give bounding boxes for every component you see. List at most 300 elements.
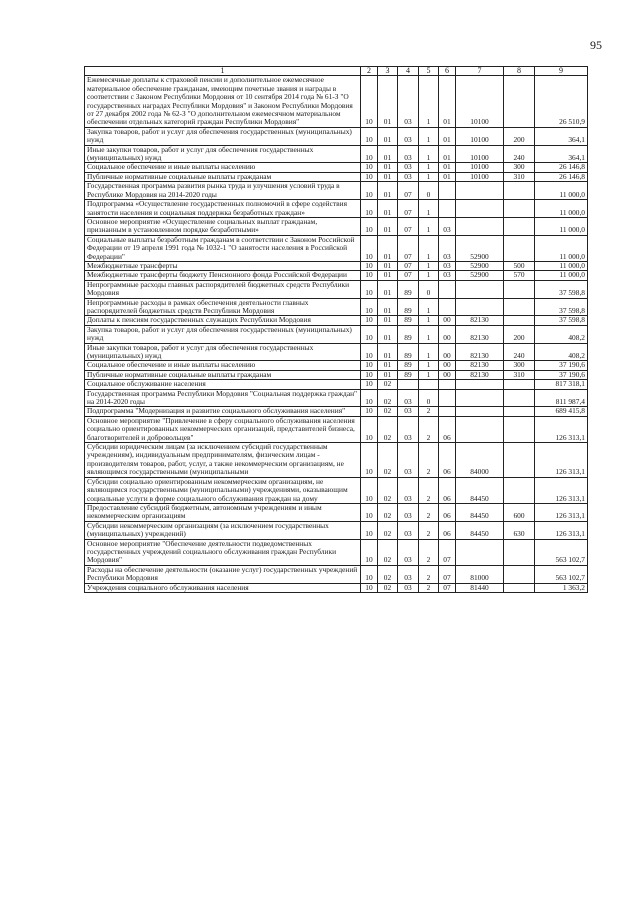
- subprogram-code: 1: [419, 127, 439, 145]
- row-description: Непрограммные расходы в рамках обеспечения деятельности главных распорядителей бюджетных средств Республики Мордовия: [85, 298, 361, 316]
- section-code: 10: [361, 583, 378, 592]
- expense-type-code: [504, 76, 535, 127]
- program-code: 89: [398, 343, 419, 361]
- expense-type-code: 240: [504, 343, 535, 361]
- subprogram-code: 2: [419, 503, 439, 521]
- program-code: 03: [398, 416, 419, 442]
- row-description: Социальные выплаты безработным гражданам в соответствии с Законом Российской Федерации от 19 апреля 1991 года № 1032-1 "О занятости населения в Российской Федерации": [85, 235, 361, 261]
- table-row: [85, 477, 588, 503]
- expense-type-code: 570: [504, 271, 535, 280]
- amount: 126 313,1: [535, 443, 588, 478]
- subprogram-code: 0: [419, 280, 439, 298]
- section-code: 10: [361, 316, 378, 325]
- section-code: 10: [361, 343, 378, 361]
- program-code: 89: [398, 298, 419, 316]
- amount: 11 000,0: [535, 235, 588, 261]
- subprogram-code: 1: [419, 343, 439, 361]
- event-code: 00: [439, 325, 456, 343]
- table-row: [85, 200, 588, 218]
- expense-code: 10100: [456, 163, 504, 172]
- amount: 26 146,8: [535, 163, 588, 172]
- section-code: 10: [361, 235, 378, 261]
- section-code: 10: [361, 503, 378, 521]
- expense-type-code: 310: [504, 370, 535, 379]
- subprogram-code: 1: [419, 200, 439, 218]
- expense-type-code: [504, 416, 535, 442]
- subsection-code: 02: [378, 503, 398, 521]
- expense-code: 84000: [456, 443, 504, 478]
- subsection-code: 02: [378, 380, 398, 389]
- subprogram-code: 1: [419, 172, 439, 181]
- table-row: [85, 217, 588, 235]
- program-code: 07: [398, 271, 419, 280]
- expense-type-code: 630: [504, 521, 535, 539]
- amount: 26 510,9: [535, 76, 588, 127]
- table-header-row: [85, 67, 588, 76]
- subprogram-code: 2: [419, 539, 439, 565]
- program-code: 03: [398, 583, 419, 592]
- expense-type-code: 300: [504, 361, 535, 370]
- expense-code: [456, 380, 504, 389]
- section-code: 10: [361, 172, 378, 181]
- column-header: 7: [456, 67, 504, 76]
- row-description: Субсидии юридическим лицам (за исключением субсидий государственным учреждениям), индивидуальным предпринимателям, физическим лицам - производителям товаров, работ, услуг, а также некоммерческим организациям, не являющимся государственными (муниципальными: [85, 443, 361, 478]
- section-code: 10: [361, 539, 378, 565]
- expense-code: [456, 280, 504, 298]
- section-code: 10: [361, 261, 378, 270]
- subsection-code: 01: [378, 325, 398, 343]
- amount: 11 000,0: [535, 217, 588, 235]
- expense-code: 81440: [456, 583, 504, 592]
- amount: 26 146,8: [535, 172, 588, 181]
- amount: 37 190,6: [535, 370, 588, 379]
- expense-type-code: 600: [504, 503, 535, 521]
- table-row: [85, 127, 588, 145]
- expense-type-code: [504, 407, 535, 416]
- table-row: [85, 380, 588, 389]
- program-code: 03: [398, 407, 419, 416]
- row-description: Ежемесячные доплаты к страховой пенсии и дополнительное ежемесячное материальное обеспечение гражданам, имеющим почетные звания и награды в соответствии с Законом Республики Мордовия от 10 сентября 2014 года № 61-З "О государственных наградах Республики Мордовия" и Законом Республики Мордовия от 27 декабря 2002 года № 62-З "О дополнительном ежемесячном материальном обеспечении отдельных категорий граждан Республики Мордовия": [85, 76, 361, 127]
- event-code: 00: [439, 370, 456, 379]
- section-code: 10: [361, 182, 378, 200]
- subprogram-code: 2: [419, 443, 439, 478]
- subprogram-code: 0: [419, 182, 439, 200]
- table-row: [85, 325, 588, 343]
- table-row: [85, 298, 588, 316]
- event-code: [439, 200, 456, 218]
- event-code: 01: [439, 76, 456, 127]
- expense-type-code: [504, 235, 535, 261]
- column-header: 4: [398, 67, 419, 76]
- expense-code: [456, 407, 504, 416]
- column-header: 2: [361, 67, 378, 76]
- section-code: 10: [361, 361, 378, 370]
- program-code: 07: [398, 235, 419, 261]
- section-code: 10: [361, 565, 378, 583]
- subsection-code: 02: [378, 389, 398, 407]
- event-code: 01: [439, 172, 456, 181]
- column-header: 9: [535, 67, 588, 76]
- event-code: 07: [439, 539, 456, 565]
- program-code: 03: [398, 172, 419, 181]
- expense-type-code: [504, 565, 535, 583]
- subprogram-code: 2: [419, 583, 439, 592]
- column-header: 3: [378, 67, 398, 76]
- amount: 817 318,1: [535, 380, 588, 389]
- expense-code: 84450: [456, 477, 504, 503]
- table-row: [85, 389, 588, 407]
- table-row: [85, 539, 588, 565]
- subprogram-code: 2: [419, 565, 439, 583]
- amount: 11 000,0: [535, 182, 588, 200]
- event-code: 01: [439, 127, 456, 145]
- event-code: 01: [439, 145, 456, 163]
- subsection-code: 01: [378, 298, 398, 316]
- row-description: Государственная программа Республики Мордовия "Социальная поддержка граждан" на 2014-2020 годы: [85, 389, 361, 407]
- program-code: 89: [398, 316, 419, 325]
- subprogram-code: 1: [419, 370, 439, 379]
- amount: 37 190,6: [535, 361, 588, 370]
- table-row: [85, 361, 588, 370]
- subsection-code: 02: [378, 416, 398, 442]
- event-code: [439, 298, 456, 316]
- expense-code: 10100: [456, 76, 504, 127]
- expense-type-code: [504, 182, 535, 200]
- table-row: [85, 416, 588, 442]
- program-code: 07: [398, 182, 419, 200]
- subprogram-code: [419, 380, 439, 389]
- section-code: 10: [361, 76, 378, 127]
- program-code: 03: [398, 145, 419, 163]
- event-code: [439, 407, 456, 416]
- expense-type-code: 310: [504, 172, 535, 181]
- expense-code: 52900: [456, 261, 504, 270]
- program-code: 03: [398, 443, 419, 478]
- expense-code: 82130: [456, 325, 504, 343]
- expense-code: 10100: [456, 127, 504, 145]
- program-code: 89: [398, 280, 419, 298]
- expense-code: 82130: [456, 343, 504, 361]
- program-code: 89: [398, 361, 419, 370]
- column-header: 8: [504, 67, 535, 76]
- event-code: 07: [439, 565, 456, 583]
- row-description: Субсидии некоммерческим организациям (за исключением государственных (муниципальных) учреждений): [85, 521, 361, 539]
- table-row: [85, 235, 588, 261]
- subprogram-code: 0: [419, 389, 439, 407]
- event-code: [439, 280, 456, 298]
- row-description: Публичные нормативные социальные выплаты гражданам: [85, 172, 361, 181]
- program-code: 03: [398, 163, 419, 172]
- program-code: 03: [398, 76, 419, 127]
- row-description: Непрограммные расходы главных распорядителей бюджетных средств Республики Мордовия: [85, 280, 361, 298]
- subsection-code: 01: [378, 271, 398, 280]
- section-code: 10: [361, 163, 378, 172]
- expense-type-code: 500: [504, 261, 535, 270]
- expense-code: 52900: [456, 271, 504, 280]
- table-row: [85, 261, 588, 270]
- subprogram-code: 1: [419, 76, 439, 127]
- amount: 126 313,1: [535, 503, 588, 521]
- expense-code: [456, 416, 504, 442]
- program-code: 03: [398, 389, 419, 407]
- expense-code: 84450: [456, 521, 504, 539]
- section-code: 10: [361, 145, 378, 163]
- section-code: 10: [361, 280, 378, 298]
- subprogram-code: 2: [419, 407, 439, 416]
- subsection-code: 01: [378, 361, 398, 370]
- expense-code: 81000: [456, 565, 504, 583]
- row-description: Основное мероприятие "Обеспечение деятельности подведомственных государственных учреждений социального обслуживания граждан Республики Мордовия": [85, 539, 361, 565]
- expense-type-code: 200: [504, 127, 535, 145]
- expense-code: 10100: [456, 145, 504, 163]
- amount: 11 000,0: [535, 271, 588, 280]
- expense-type-code: [504, 477, 535, 503]
- subsection-code: 02: [378, 521, 398, 539]
- subsection-code: 02: [378, 565, 398, 583]
- subsection-code: 02: [378, 539, 398, 565]
- row-description: Доплаты к пенсиям государственных служащих Республики Мордовия: [85, 316, 361, 325]
- section-code: 10: [361, 127, 378, 145]
- subsection-code: 01: [378, 217, 398, 235]
- column-header: 1: [85, 67, 361, 76]
- expense-code: [456, 182, 504, 200]
- amount: 364,1: [535, 127, 588, 145]
- event-code: 06: [439, 443, 456, 478]
- program-code: 03: [398, 521, 419, 539]
- expense-code: [456, 217, 504, 235]
- row-description: Закупка товаров, работ и услуг для обеспечения государственных (муниципальных) нужд: [85, 325, 361, 343]
- section-code: 10: [361, 370, 378, 379]
- event-code: 03: [439, 217, 456, 235]
- expense-code: [456, 389, 504, 407]
- amount: 11 000,0: [535, 200, 588, 218]
- event-code: 00: [439, 316, 456, 325]
- subsection-code: 01: [378, 127, 398, 145]
- row-description: Расходы на обеспечение деятельности (оказание услуг) государственных учреждений Республики Мордовия: [85, 565, 361, 583]
- event-code: 03: [439, 235, 456, 261]
- expense-type-code: [504, 380, 535, 389]
- page-number: 95: [590, 38, 602, 52]
- row-description: Подпрограмма "Модернизация и развитие социального обслуживания населения": [85, 407, 361, 416]
- section-code: 10: [361, 217, 378, 235]
- row-description: Субсидии социально ориентированным некоммерческим организациям, не являющимся государственными (муниципальными) учреждениями, оказывающим социальные услуги в форме социального обслуживания граждан на дому: [85, 477, 361, 503]
- amount: 563 102,7: [535, 539, 588, 565]
- expense-code: [456, 298, 504, 316]
- table-row: [85, 182, 588, 200]
- amount: 364,1: [535, 145, 588, 163]
- table-row: [85, 503, 588, 521]
- amount: 37 598,8: [535, 280, 588, 298]
- subsection-code: 02: [378, 583, 398, 592]
- row-description: Основное мероприятие "Привлечение в сферу социального обслуживания населения социально ориентированных некоммерческих организаций, представителей бизнеса, благотворителей и добровольцев": [85, 416, 361, 442]
- budget-table: [84, 66, 588, 593]
- subprogram-code: 1: [419, 316, 439, 325]
- section-code: 10: [361, 380, 378, 389]
- subsection-code: 01: [378, 172, 398, 181]
- section-code: 10: [361, 521, 378, 539]
- amount: 1 363,2: [535, 583, 588, 592]
- table-row: [85, 316, 588, 325]
- expense-code: 82130: [456, 316, 504, 325]
- event-code: 06: [439, 521, 456, 539]
- subsection-code: 01: [378, 343, 398, 361]
- amount: 408,2: [535, 325, 588, 343]
- amount: 408,2: [535, 343, 588, 361]
- row-description: Государственная программа развития рынка труда и улучшения условий труда в Республике Мордовия на 2014-2020 годы: [85, 182, 361, 200]
- table-row: [85, 271, 588, 280]
- event-code: [439, 182, 456, 200]
- column-header: 5: [419, 67, 439, 76]
- section-code: 10: [361, 443, 378, 478]
- table-row: [85, 565, 588, 583]
- expense-code: 10100: [456, 172, 504, 181]
- amount: 126 313,1: [535, 521, 588, 539]
- subsection-code: 02: [378, 477, 398, 503]
- program-code: 03: [398, 127, 419, 145]
- amount: 37 598,8: [535, 316, 588, 325]
- program-code: 07: [398, 217, 419, 235]
- event-code: [439, 380, 456, 389]
- expense-type-code: [504, 389, 535, 407]
- event-code: 07: [439, 583, 456, 592]
- section-code: 10: [361, 298, 378, 316]
- event-code: 00: [439, 343, 456, 361]
- expense-code: 52900: [456, 235, 504, 261]
- subsection-code: 02: [378, 407, 398, 416]
- row-description: Иные закупки товаров, работ и услуг для обеспечения государственных (муниципальных) нужд: [85, 343, 361, 361]
- amount: 126 313,1: [535, 477, 588, 503]
- table-row: [85, 443, 588, 478]
- event-code: 01: [439, 163, 456, 172]
- table-row: [85, 521, 588, 539]
- row-description: Иные закупки товаров, работ и услуг для обеспечения государственных (муниципальных) нужд: [85, 145, 361, 163]
- row-description: Социальное обеспечение и иные выплаты населению: [85, 361, 361, 370]
- amount: 689 415,8: [535, 407, 588, 416]
- subsection-code: 01: [378, 261, 398, 270]
- subsection-code: 01: [378, 200, 398, 218]
- subprogram-code: 1: [419, 261, 439, 270]
- row-description: Учреждения социального обслуживания населения: [85, 583, 361, 592]
- program-code: 03: [398, 565, 419, 583]
- expense-code: 82130: [456, 370, 504, 379]
- expense-type-code: [504, 316, 535, 325]
- amount: 126 313,1: [535, 416, 588, 442]
- program-code: 89: [398, 370, 419, 379]
- event-code: 06: [439, 477, 456, 503]
- expense-type-code: [504, 298, 535, 316]
- row-description: Подпрограмма «Осуществление государственных полномочий в сфере содействия занятости населения и социальная поддержка безработных граждан»: [85, 200, 361, 218]
- expense-type-code: [504, 443, 535, 478]
- expense-type-code: [504, 539, 535, 565]
- expense-type-code: [504, 280, 535, 298]
- table-row: [85, 343, 588, 361]
- subprogram-code: 1: [419, 217, 439, 235]
- expense-type-code: [504, 583, 535, 592]
- program-code: 03: [398, 503, 419, 521]
- event-code: [439, 389, 456, 407]
- row-description: Социальное обеспечение и иные выплаты населению: [85, 163, 361, 172]
- amount: 811 987,4: [535, 389, 588, 407]
- event-code: 06: [439, 503, 456, 521]
- row-description: Межбюджетные трансферты: [85, 261, 361, 270]
- expense-type-code: [504, 200, 535, 218]
- table-row: [85, 370, 588, 379]
- section-code: 10: [361, 389, 378, 407]
- expense-type-code: 200: [504, 325, 535, 343]
- section-code: 10: [361, 477, 378, 503]
- table-row: [85, 145, 588, 163]
- subprogram-code: 2: [419, 521, 439, 539]
- subprogram-code: 1: [419, 361, 439, 370]
- subsection-code: 01: [378, 145, 398, 163]
- program-code: 03: [398, 539, 419, 565]
- subprogram-code: 1: [419, 271, 439, 280]
- subprogram-code: 1: [419, 298, 439, 316]
- row-description: Социальное обслуживание населения: [85, 380, 361, 389]
- subsection-code: 01: [378, 76, 398, 127]
- subsection-code: 02: [378, 443, 398, 478]
- table-row: [85, 76, 588, 127]
- column-header: 6: [439, 67, 456, 76]
- expense-code: 84450: [456, 503, 504, 521]
- section-code: 10: [361, 407, 378, 416]
- subsection-code: 01: [378, 316, 398, 325]
- subprogram-code: 2: [419, 477, 439, 503]
- table-row: [85, 407, 588, 416]
- row-description: Межбюджетные трансферты бюджету Пенсионного фонда Российской Федерации: [85, 271, 361, 280]
- subsection-code: 01: [378, 370, 398, 379]
- program-code: 07: [398, 261, 419, 270]
- subsection-code: 01: [378, 182, 398, 200]
- row-description: Предоставление субсидий бюджетным, автономным учреждениям и иным некоммерческим организациям: [85, 503, 361, 521]
- table-row: [85, 280, 588, 298]
- subsection-code: 01: [378, 280, 398, 298]
- subprogram-code: 2: [419, 416, 439, 442]
- event-code: 00: [439, 361, 456, 370]
- subsection-code: 01: [378, 163, 398, 172]
- expense-type-code: [504, 217, 535, 235]
- subsection-code: 01: [378, 235, 398, 261]
- amount: 563 102,7: [535, 565, 588, 583]
- event-code: 06: [439, 416, 456, 442]
- expense-code: 82130: [456, 361, 504, 370]
- section-code: 10: [361, 416, 378, 442]
- section-code: 10: [361, 271, 378, 280]
- row-description: Основное мероприятие «Осуществление социальных выплат гражданам, признанным в установленном порядке безработными»: [85, 217, 361, 235]
- section-code: 10: [361, 325, 378, 343]
- expense-code: [456, 539, 504, 565]
- table-row: [85, 583, 588, 592]
- expense-type-code: 300: [504, 163, 535, 172]
- row-description: Публичные нормативные социальные выплаты гражданам: [85, 370, 361, 379]
- event-code: 03: [439, 261, 456, 270]
- subprogram-code: 1: [419, 145, 439, 163]
- row-description: Закупка товаров, работ и услуг для обеспечения государственных (муниципальных) нужд: [85, 127, 361, 145]
- event-code: 03: [439, 271, 456, 280]
- section-code: 10: [361, 200, 378, 218]
- table-row: [85, 172, 588, 181]
- subprogram-code: 1: [419, 163, 439, 172]
- subprogram-code: 1: [419, 325, 439, 343]
- amount: 37 598,8: [535, 298, 588, 316]
- expense-type-code: 240: [504, 145, 535, 163]
- program-code: [398, 380, 419, 389]
- program-code: 07: [398, 200, 419, 218]
- program-code: 03: [398, 477, 419, 503]
- expense-code: [456, 200, 504, 218]
- subprogram-code: 1: [419, 235, 439, 261]
- amount: 11 000,0: [535, 261, 588, 270]
